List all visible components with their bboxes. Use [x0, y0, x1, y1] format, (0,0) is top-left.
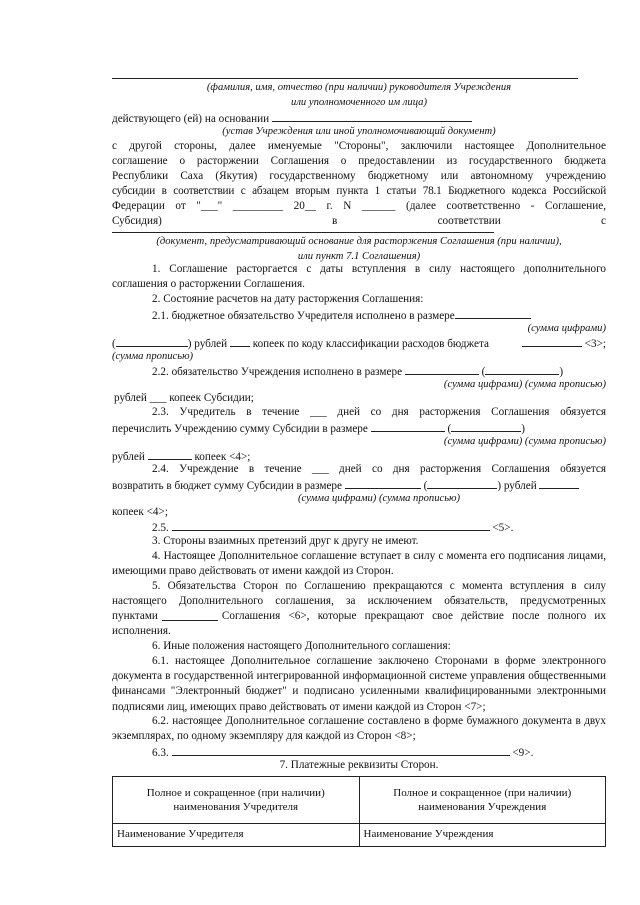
clause-5-points-blank: [162, 609, 218, 621]
caption-2-3: (сумма цифрами) (сумма прописью): [443, 436, 606, 447]
clause-5-points: пунктами: [112, 610, 158, 622]
rub-label: рублей: [112, 451, 145, 463]
clause-6-2: 6.2. настоящее Дополнительное соглашение составлено в форме бумажного документа в двух экземплярах, по одному экземпляру для каждой из Сторон <8>;: [112, 715, 606, 743]
clause-2-2-text: 2.2. обязательство Учреждения исполнено в размере: [152, 366, 403, 378]
clause-2-1-b-right: [522, 335, 606, 352]
parties-line-1: с другой стороны, далее именуемые "Стороны", заключили настоящее Дополнительное: [112, 140, 606, 152]
ref-3: <3>;: [584, 338, 606, 350]
parties-line-6: [112, 214, 606, 229]
clause-2-5-num: 2.5.: [152, 522, 169, 534]
head-founder: Полное и сокращенное (при наличии) наименования Учредителя: [113, 777, 360, 824]
clause-2-3-text: перечислить Учреждению сумму Субсидии в размере: [112, 423, 368, 435]
head-name-line: [112, 78, 578, 79]
basis-blank: [272, 110, 472, 122]
parties-line-2: соглашение о расторжении Соглашения о предоставлении из государственного бюджета: [112, 155, 606, 167]
clause-5-line-4: исполнения.: [112, 625, 171, 637]
rub-label: рублей: [194, 338, 228, 350]
clause-5-line-2: настоящего Дополнительного соглашения, за исключением обязательств, предусмотренных: [112, 595, 606, 607]
clause-2-2-b: рублей ___ копеек Субсидии;: [114, 392, 254, 404]
caption-2-2: (сумма цифрами) (сумма прописью): [443, 379, 606, 390]
clause-4: 4. Настоящее Дополнительное соглашение вступает в силу с момента его подписания лицами, имеющими право действовать от имени каждой из Сторон.: [112, 550, 606, 578]
clause-5-line-3: [112, 609, 606, 624]
clause-5-line-1: 5. Обязательства Сторон по Соглашению прекращаются с момента вступления в силу: [152, 580, 606, 592]
clause-2-3-line-1: 2.3. Учредитель в течение ___ дней со дня расторжения Соглашения обязуется: [152, 406, 606, 418]
clause-2-4-b: копеек <4>;: [112, 506, 168, 518]
clause-6-1: 6.1. настоящее Дополнительное соглашение заключено Сторонами в форме электронного документа в государственной интегрированной информационной системе управления общественными финансами "Электронный бюджет" и подписано усиленными квалифицированными электронными подписями лиц, имеющих право действовать от имени каждой из Сторон <7>;: [112, 655, 606, 713]
ref-5: <5>.: [492, 522, 514, 534]
caption-head-2: или уполномоченного им лица): [291, 97, 427, 108]
payment-details-table: [112, 776, 606, 847]
head-institution: Полное и сокращенное (при наличии) наименования Учреждения: [359, 777, 606, 824]
parties-line-3: Республики Саха (Якутия) государственному бюджетному или автономному учреждению: [112, 170, 606, 182]
clause-3: 3. Стороны взаимных претензий друг к другу не имеют.: [152, 535, 419, 547]
caption-2-1-digits: (сумма цифрами): [527, 323, 606, 334]
clause-2-1-text: 2.1. бюджетное обязательство Учредителя исполнено в размере: [152, 310, 455, 322]
caption-basis-1: (документ, предусматривающий основание для расторжения Соглашения (при наличии),: [156, 236, 562, 247]
basis-doc-line: [112, 232, 494, 233]
kop-label: копеек по коду классификации расходов бюджета: [252, 338, 489, 350]
caption-2-4: (сумма цифрами) (сумма прописью): [297, 493, 461, 504]
clause-6-3-num: 6.3.: [152, 747, 169, 759]
parties-subsidy: Субсидия): [112, 215, 162, 227]
clause-2-1-b-left: ( ) рублей копеек по коду классификации расходов бюджета: [112, 335, 489, 352]
caption-basis-2: или пункт 7.1 Соглашения): [297, 251, 421, 262]
parties-line-5: Федерации от "___" _________ 20__ г. N ______ (далее соответственно - Соглашение,: [112, 200, 606, 212]
clause-1: 1. Соглашение расторгается с даты вступления в силу настоящего дополнительного соглашения о расторжении Соглашения.: [112, 263, 606, 291]
clause-2-4-line-1: 2.4. Учреждение в течение ___ дней со дня расторжения Соглашения обязуется: [152, 463, 606, 475]
kop-label: копеек <4>;: [194, 451, 251, 463]
clause-2-4-text: возвратить в бюджет сумму Субсидии в размере: [112, 480, 342, 492]
table-row: [113, 824, 606, 847]
parties-accordance: соответствии: [437, 215, 501, 227]
parties-line-4: субсидии в соответствии с абзацем вторым пункта 1 статьи 78.1 Бюджетного кодекса Российской: [112, 185, 606, 197]
clause-2-4-line-2: возвратить в бюджет сумму Субсидии в размере ( ) рублей: [112, 477, 606, 494]
caption-charter: (устав Учреждения или иной уполномочивающий документ): [222, 126, 496, 137]
ref-9: <9>.: [512, 747, 534, 759]
clause-2: 2. Состояние расчетов на дату расторжения Соглашения:: [152, 293, 424, 305]
acting-basis-text: действующего (ей) на основании: [112, 113, 270, 125]
clause-2-3-line-2: перечислить Учреждению сумму Субсидии в размере ( ): [112, 420, 606, 437]
clause-2-2: 2.2. обязательство Учреждения исполнено в размере ( ): [112, 363, 606, 380]
name-institution: Наименование Учреждения: [359, 824, 606, 847]
section-7-title: 7. Платежные реквизиты Сторон.: [279, 759, 439, 771]
clause-6: 6. Иные положения настоящего Дополнительного соглашения:: [152, 640, 451, 652]
rub-label: рублей: [503, 480, 537, 492]
table-row: [113, 777, 606, 824]
name-founder: Наименование Учредителя: [113, 824, 360, 847]
clause-5-rest: Соглашения <6>, которые прекращают свое действие после полного их: [221, 610, 606, 622]
caption-2-1-words: (сумма прописью): [112, 351, 194, 362]
clause-2-1-sum-blank: [455, 307, 531, 319]
parties-with: с: [601, 215, 606, 227]
parties-in: в: [332, 215, 338, 227]
caption-head-1: (фамилия, имя, отчество (при наличии) руководителя Учреждения: [206, 82, 512, 93]
